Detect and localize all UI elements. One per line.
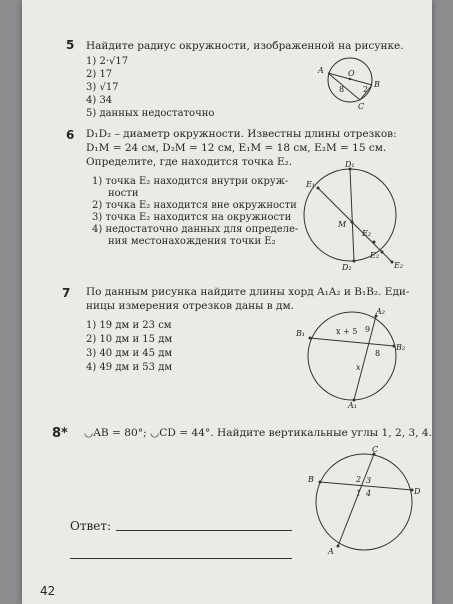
problem-6-option-2: 2) точка E₂ находится вне окружности	[92, 200, 297, 211]
fig7-len-8: 8	[375, 349, 381, 358]
problem-7-option-3: 3) 40 дм и 45 дм	[86, 348, 173, 359]
problem-5-option-5: 5) данных недостаточно	[86, 108, 215, 119]
fig6-label-d2: D₂	[342, 263, 352, 272]
fig7-label-a2: A₂	[376, 307, 385, 316]
problem-6-line-1: D₁D₂ – диаметр окружности. Известны длины отрезков:	[86, 128, 397, 140]
fig8-label-b: B	[308, 475, 314, 484]
fig5-len-ac: 8	[339, 85, 345, 94]
problem-7-option-2: 2) 10 дм и 15 дм	[86, 334, 173, 345]
problem-5-option-1: 1) 2·√17	[86, 56, 129, 67]
problem-7-line-1: По данным рисунка найдите длины хорд A₁A₂ и B₁B₂. Еди-	[86, 286, 410, 298]
fig7-len-x5: x + 5	[336, 327, 358, 336]
fig7-label-b1: B₁	[296, 329, 306, 338]
fig7-len-x: x	[356, 363, 361, 372]
fig6-label-e2-middle: E₂	[370, 251, 380, 260]
problem-5-question: Найдите радиус окружности, изображенной на рисунке.	[86, 40, 404, 52]
problem-7-line-2: ницы измерения отрезков даны в дм.	[86, 300, 295, 312]
fig5-label-o: O	[348, 69, 355, 78]
problem-5-option-3: 3) √17	[86, 82, 119, 93]
problem-7-option-4: 4) 49 дм и 53 дм	[86, 362, 173, 373]
fig5-len-cb: 2	[363, 85, 369, 94]
problem-6-option-1-cont: ности	[108, 188, 139, 199]
fig6-label-e1: E₁	[306, 180, 316, 189]
fig6-label-e2-inner: E₂	[362, 229, 372, 238]
answer-line-2[interactable]	[70, 558, 292, 559]
problem-5-figure	[312, 56, 392, 110]
fig8-angle-3: 3	[366, 476, 372, 485]
fig7-label-a1: A₁	[348, 401, 357, 410]
fig7-len-9: 9	[365, 325, 371, 334]
problem-6-line-3: Определите, где находится точка E₂.	[86, 156, 293, 168]
problem-5-option-2: 2) 17	[86, 69, 113, 80]
fig8-angle-2: 2	[356, 475, 362, 484]
problem-6-option-3: 3) точка E₂ находится на окружности	[92, 212, 292, 223]
problem-6-option-4-cont: ния местонахождения точки E₂	[108, 236, 276, 247]
fig5-label-b: B	[374, 80, 380, 89]
problem-8-text: ◡AB = 80°; ◡CD = 44°. Найдите вертикальные углы 1, 2, 3, 4.	[84, 427, 433, 439]
fig8-angle-1: 1	[356, 489, 362, 498]
problem-6-number: 6	[66, 128, 75, 142]
problem-5-number: 5	[66, 38, 75, 52]
problem-6-figure	[288, 160, 412, 272]
problem-7-figure	[292, 308, 416, 408]
problem-8-figure	[304, 446, 430, 556]
problem-8-number: 8*	[52, 426, 68, 441]
problem-6-option-4: 4) недостаточно данных для определе-	[92, 224, 299, 235]
fig7-label-b2: B₂	[396, 343, 406, 352]
problem-7-number: 7	[62, 286, 71, 300]
problem-6-option-1: 1) точка E₂ находится внутри окруж-	[92, 176, 289, 187]
fig5-label-c: C	[358, 102, 365, 111]
answer-line-1[interactable]	[116, 530, 292, 531]
fig8-label-c: C	[372, 445, 379, 454]
problem-7-option-1: 1) 19 дм и 23 см	[86, 320, 172, 331]
fig5-label-a: A	[318, 66, 324, 75]
textbook-page	[22, 0, 432, 604]
fig6-label-e2-outer: E₂	[394, 261, 404, 270]
answer-label: Ответ:	[70, 519, 112, 533]
fig6-label-m: M	[338, 220, 347, 229]
page-number: 42	[40, 584, 56, 598]
fig8-label-d: D	[414, 487, 421, 496]
fig8-angle-4: 4	[366, 489, 372, 498]
fig8-label-a: A	[328, 547, 334, 556]
problem-5-option-4: 4) 34	[86, 95, 113, 106]
fig6-label-d1: D₁	[345, 160, 355, 169]
problem-6-line-2: D₁M = 24 см, D₂M = 12 см, E₁M = 18 см, E₂M = 15 см.	[86, 142, 387, 154]
